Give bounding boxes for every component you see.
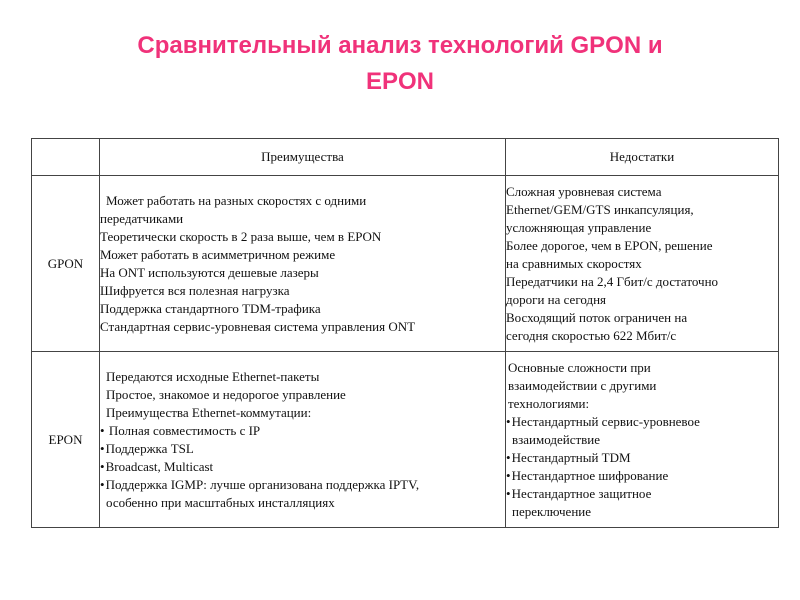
list-item: передатчиками	[100, 210, 184, 226]
list-item: • Broadcast, Multicast	[100, 458, 505, 476]
row-label-gpon: GPON	[32, 176, 100, 352]
list-item: дороги на сегодня	[506, 291, 607, 307]
list-item: Шифруется вся полезная нагрузка	[100, 282, 290, 298]
list-item: Преимущества Ethernet-коммутации:	[106, 404, 312, 420]
page-title	[0, 28, 800, 100]
list-item: • Нестандартное шифрование	[506, 467, 778, 485]
header-row	[32, 139, 779, 176]
list-item: • Нестандартное защитное	[506, 485, 778, 503]
title-line-1: Сравнительный анализ технологий GPON и	[137, 32, 663, 59]
list-item: Может работать на разных скоростях с одними	[106, 192, 367, 208]
list-item: Основные сложности при	[508, 359, 651, 375]
list-item: • Нестандартный сервис-уровневое	[506, 413, 778, 431]
list-item: Восходящий поток ограничен на	[506, 309, 688, 325]
list-item: переключение	[512, 503, 592, 519]
list-item: Может работать в асимметричном режиме	[100, 246, 336, 262]
header-disadvantages: Недостатки	[506, 139, 779, 176]
list-item: Ethernet/GEM/GTS инкапсуляция,	[506, 201, 694, 217]
list-item: сегодня скоростью 622 Мбит/с	[506, 327, 677, 343]
list-item: На ONT используются дешевые лазеры	[100, 264, 319, 280]
list-item: • Поддержка IGMP: лучше организована поддержка IPTV,	[100, 476, 505, 494]
list-item: Передатчики на 2,4 Гбит/с достаточно	[506, 273, 719, 289]
header-advantages: Преимущества	[100, 139, 506, 176]
gpon-advantages	[100, 176, 506, 352]
list-item: • Нестандартный TDM	[506, 449, 778, 467]
title-line-2: EPON	[365, 68, 434, 95]
list-item: Стандартная сервис-уровневая система управления ONT	[100, 318, 416, 334]
list-item: Поддержка стандартного TDM-трафика	[100, 300, 321, 316]
list-item: взаимодействие	[512, 431, 601, 447]
comparison-table	[31, 138, 779, 528]
list-item: Простое, знакомое и недорогое управление	[106, 386, 346, 402]
list-item: технологиями:	[508, 395, 590, 411]
list-item: особенно при масштабных инсталляциях	[106, 494, 335, 510]
list-item: Передаются исходные Ethernet-пакеты	[106, 368, 320, 384]
gpon-disadvantages	[506, 176, 779, 352]
table-row-gpon	[32, 176, 779, 352]
row-label-epon: EPON	[32, 352, 100, 528]
list-item: • Поддержка TSL	[100, 440, 505, 458]
list-item: Более дорогое, чем в EPON, решение	[506, 237, 713, 253]
table-row-epon	[32, 352, 779, 528]
list-item: на сравнимых скоростях	[506, 255, 642, 271]
list-item: Теоретически скорость в 2 раза выше, чем в EPON	[100, 228, 382, 244]
epon-disadvantages	[506, 352, 779, 528]
list-item: Сложная уровневая система	[506, 183, 662, 199]
header-empty	[32, 139, 100, 176]
list-item: взаимодействии с другими	[508, 377, 657, 393]
list-item: усложняющая управление	[506, 219, 652, 235]
epon-advantages	[100, 352, 506, 528]
list-item: • Полная совместимость с IP	[100, 422, 505, 440]
